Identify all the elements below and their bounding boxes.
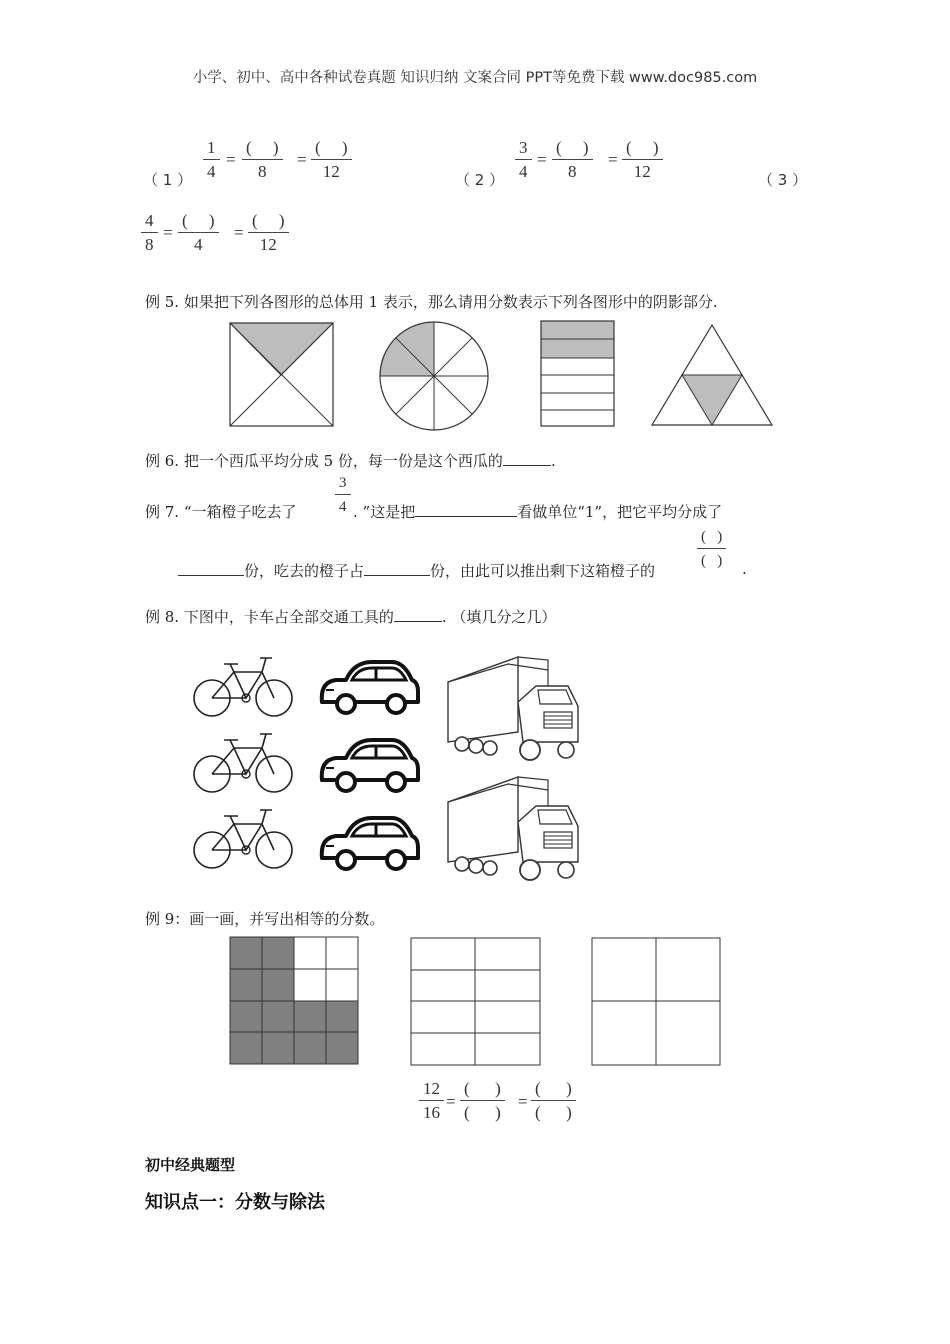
equals-sign: =	[226, 150, 236, 169]
example-7-line2-a: 份，吃去的橙子占	[244, 562, 365, 580]
item-2-label: （ 2 ）	[455, 171, 505, 189]
example-5-text: 例 5. 如果把下列各图形的总体用 1 表示，那么请用分数表示下列各图形中的阴影部分.	[145, 293, 718, 311]
blank-fraction: ( ) 4	[178, 212, 219, 254]
example-8-question: 例 8. 下图中，卡车占全部交通工具的	[145, 608, 394, 626]
equals-sign: =	[163, 223, 173, 242]
page-header: 小学、初中、高中各种试卷真题 知识归纳 文案合同 PPT等免费下载 www.doc985.com	[192, 70, 758, 86]
example-6-question: 例 6. 把一个西瓜平均分成 5 份，每一份是这个西瓜的	[145, 452, 503, 470]
blank-fraction[interactable]: ( ) ( )	[531, 1080, 576, 1122]
blank-fraction: ( ) 12	[622, 139, 663, 181]
example-7-mid: . ”这是把	[353, 503, 416, 521]
equals-sign: =	[297, 150, 307, 169]
section-subtitle: 知识点一：分数与除法	[145, 1192, 325, 1213]
example-8-hint: . （填几分之几）	[441, 608, 557, 626]
example-7-after-blank: 看做单位“1”，把它平均分成了	[517, 503, 723, 521]
item-3-label: （ 3 ）	[758, 171, 808, 189]
equals-sign: =	[446, 1092, 456, 1111]
blank-fraction-remaining[interactable]: ( ) ( )	[697, 528, 726, 570]
equals-sign: =	[537, 150, 547, 169]
equals-sign: =	[518, 1092, 528, 1111]
example-7-prefix: 例 7. “一箱橙子吃去了	[145, 503, 297, 521]
fraction-12-16: $\frac{12}{16}$	[419, 1080, 444, 1122]
section-title: 初中经典题型	[145, 1156, 236, 1174]
blank-grid-2x2[interactable]	[592, 938, 720, 1065]
blank-fraction: ( ) 12	[311, 139, 352, 181]
fraction-1-4: $\frac{1}{4}$	[203, 139, 220, 181]
example-7-end: .	[742, 560, 747, 578]
equals-sign: =	[608, 150, 618, 169]
example-6-period: .	[550, 452, 556, 470]
blank-fraction: ( ) 8	[242, 139, 283, 181]
example-9-text: 例 9：画一画，并写出相等的分数。	[145, 910, 385, 928]
equals-sign: =	[234, 223, 244, 242]
example-7-line2-b: 份，由此可以推出剩下这箱橙子的	[430, 562, 656, 580]
fraction-4-8: $\frac{4}{8}$	[141, 212, 158, 254]
shaded-grid-4x4	[230, 937, 358, 1064]
blank-fraction: ( ) 8	[552, 139, 593, 181]
item-1-label: （ 1 ）	[143, 171, 193, 189]
blank-fraction: ( ) 12	[248, 212, 289, 254]
blank-fraction[interactable]: ( ) ( )	[460, 1080, 505, 1122]
fraction-3-4-inline: $\frac{3}{4}$	[335, 474, 351, 516]
fraction-3-4: $\frac{3}{4}$	[515, 139, 532, 181]
blank-grid-2x4[interactable]	[411, 938, 540, 1065]
